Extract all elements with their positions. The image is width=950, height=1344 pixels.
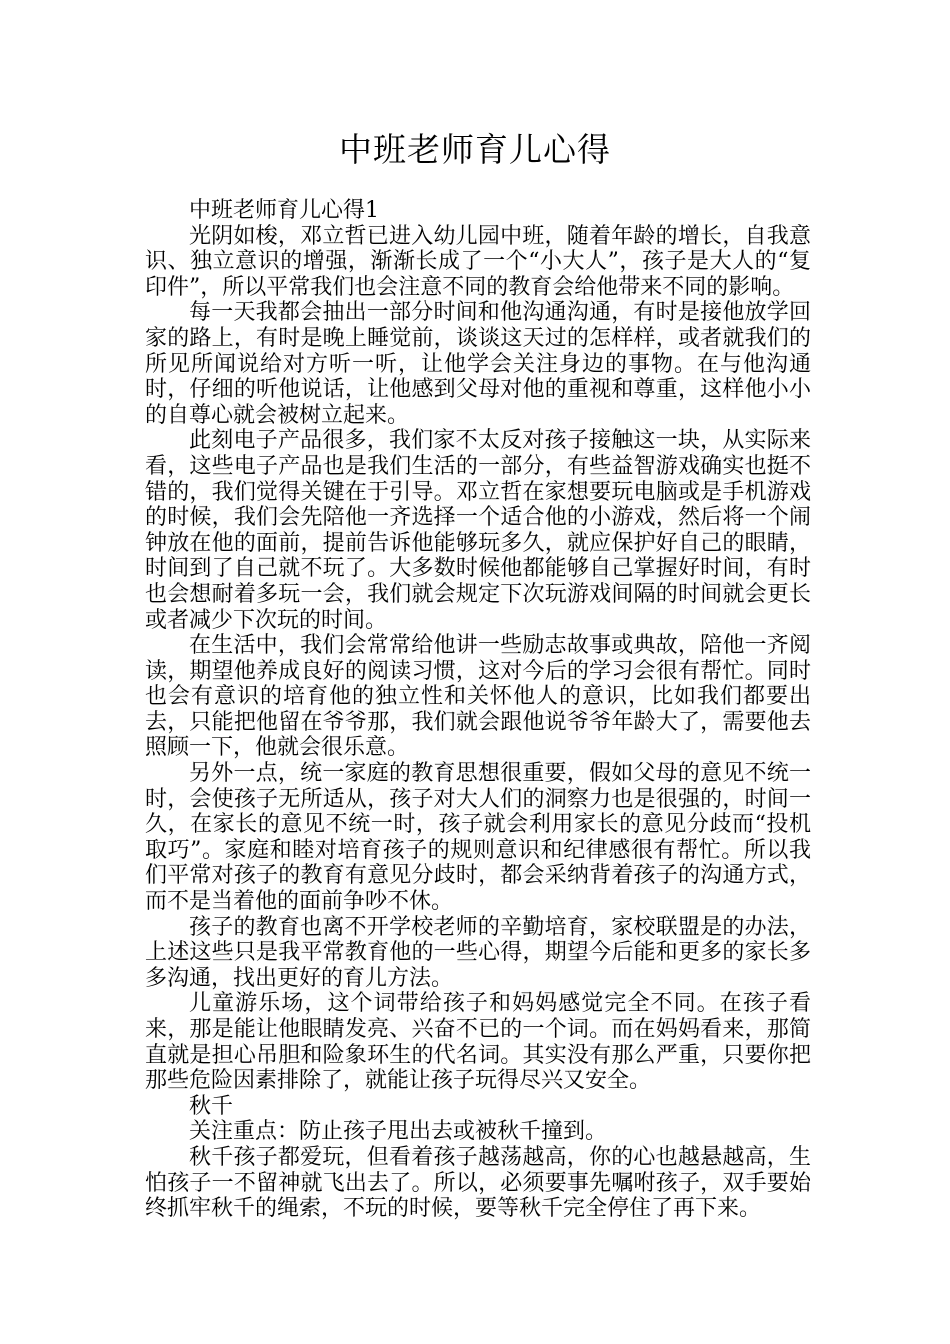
subheading-swing: 秋千 (189, 1093, 234, 1119)
body-paragraph: 光阴如梭，邓立哲已进入幼儿园中班，随着年龄的增长，自我意识、独立意识的增强，渐渐长成了一个“小大人”，孩子是大人的“复印件”，所以平常我们也会注意不同的教育会给他带来不同的影响。 (145, 223, 811, 300)
body-paragraph: 秋千孩子都爱玩，但看着孩子越荡越高，你的心也越悬越高，生怕孩子一不留神就飞出去了。所以，必须要事先嘱咐孩子，双手要始终抓牢秋千的绳索，不玩的时候，要等秋千完全停住了再下来。 (145, 1144, 811, 1222)
body-paragraph: 每一天我都会抽出一部分时间和他沟通沟通，有时是接他放学回家的路上，有时是晚上睡觉前，谈谈这天过的怎样样，或者就我们的所见所闻说给对方听一听，让他学会关注身边的事物。在与他沟通时，仔细的听他说话，让他感到父母对他的重视和尊重，这样他小小的自尊心就会被树立起来。 (145, 300, 811, 428)
body-paragraph: 关注重点：防止孩子甩出去或被秋千撞到。 (189, 1119, 608, 1145)
section-heading: 中班老师育儿心得1 (189, 198, 379, 223)
document-title: 中班老师育儿心得 (339, 130, 611, 169)
document-body (145, 198, 811, 1222)
body-paragraph: 另外一点，统一家庭的教育思想很重要，假如父母的意见不统一时，会使孩子无所适从，孩子对大人们的洞察力也是很强的，时间一久，在家长的意见不统一时，孩子就会利用家长的意见分歧而“投机取巧”。家庭和睦对培育孩子的规则意识和纪律感很有帮忙。所以我们平常对孩子的教育有意见分歧时，都会采纳背着孩子的沟通方式，而不是当着他的面前争吵不休。 (145, 761, 811, 915)
body-paragraph: 此刻电子产品很多，我们家不太反对孩子接触这一块，从实际来看，这些电子产品也是我们生活的一部分，有些益智游戏确实也挺不错的，我们觉得关键在于引导。邓立哲在家想要玩电脑或是手机游戏的时候，我们会先陪他一齐选择一个适合他的小游戏，然后将一个闹钟放在他的面前，提前告诉他能够玩多久，就应保护好自己的眼睛，时间到了自己就不玩了。大多数时候他都能够自己掌握好时间，有时也会想耐着多玩一会，我们就会规定下次玩游戏间隔的时间就会更长或者减少下次玩的时间。 (145, 428, 811, 633)
body-paragraph: 在生活中，我们会常常给他讲一些励志故事或典故，陪他一齐阅读，期望他养成良好的阅读习惯，这对今后的学习会很有帮忙。同时也会有意识的培育他的独立性和关怀他人的意识，比如我们都要出去，只能把他留在爷爷那，我们就会跟他说爷爷年龄大了，需要他去照顾一下，他就会很乐意。 (145, 633, 811, 761)
body-paragraph: 儿童游乐场，这个词带给孩子和妈妈感觉完全不同。在孩子看来，那是能让他眼睛发亮、兴奋不已的一个词。而在妈妈看来，那简直就是担心吊胆和险象环生的代名词。其实没有那么严重，只要你把那些危险因素排除了，就能让孩子玩得尽兴又安全。 (145, 991, 811, 1094)
body-paragraph: 孩子的教育也离不开学校老师的辛勤培育，家校联盟是的办法，上述这些只是我平常教育他的一些心得，期望今后能和更多的家长多多沟通，找出更好的育儿方法。 (145, 914, 811, 991)
